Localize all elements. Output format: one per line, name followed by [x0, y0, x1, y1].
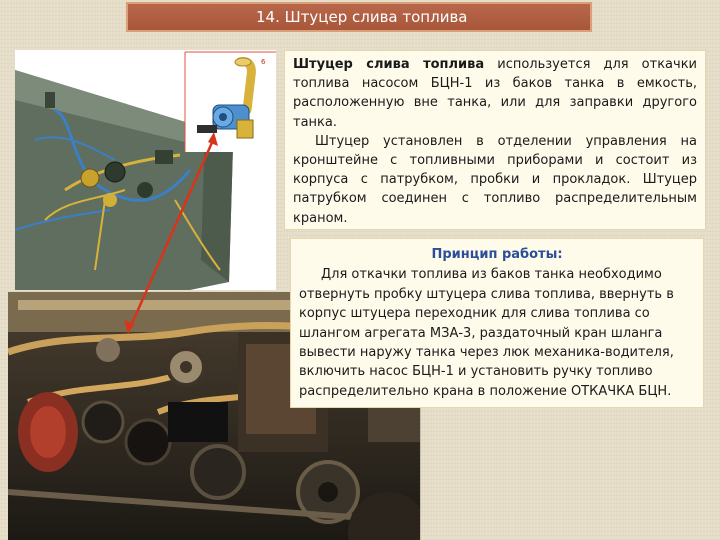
description-paragraph-1 — [293, 55, 697, 132]
diagram-label: 6 — [261, 58, 266, 66]
diagram-illustration — [15, 50, 276, 290]
principle-heading: Принцип работы: — [431, 247, 563, 262]
divider-line — [420, 408, 421, 540]
principle-text: Для откачки топлива из баков танка необходимо отвернуть пробку штуцера слива топлива, ввернуть в корпус штуцера переходник для слива топлива со шлангом агрегата МЗА-3, раздаточный кран шланга вывести наружу танка через люк механика-водителя, включить насос БЦН-1 и установить ручку топливо распределительно крана в положение ОТКАЧКА БЦН. — [299, 267, 674, 399]
term-label: Штуцер слива топлива — [293, 57, 485, 72]
fuel-fitting-diagram — [15, 50, 276, 290]
description-box — [284, 50, 706, 230]
description-paragraph-2: Штуцер установлен в отделении управления на кронштейне с топливными приборами и состоит из корпуса с патрубком, пробки и прокладок. Штуцер патрубком соединен с топливо распределительным краном. — [293, 133, 697, 226]
description-text-1: используется для откачки топлива насосом БЦН-1 из баков танка в емкость, расположенную вне танка, или для заправки другого танка. — [293, 57, 697, 130]
slide-title: 14. Штуцер слива топлива — [126, 2, 592, 32]
principle-box — [290, 238, 704, 408]
